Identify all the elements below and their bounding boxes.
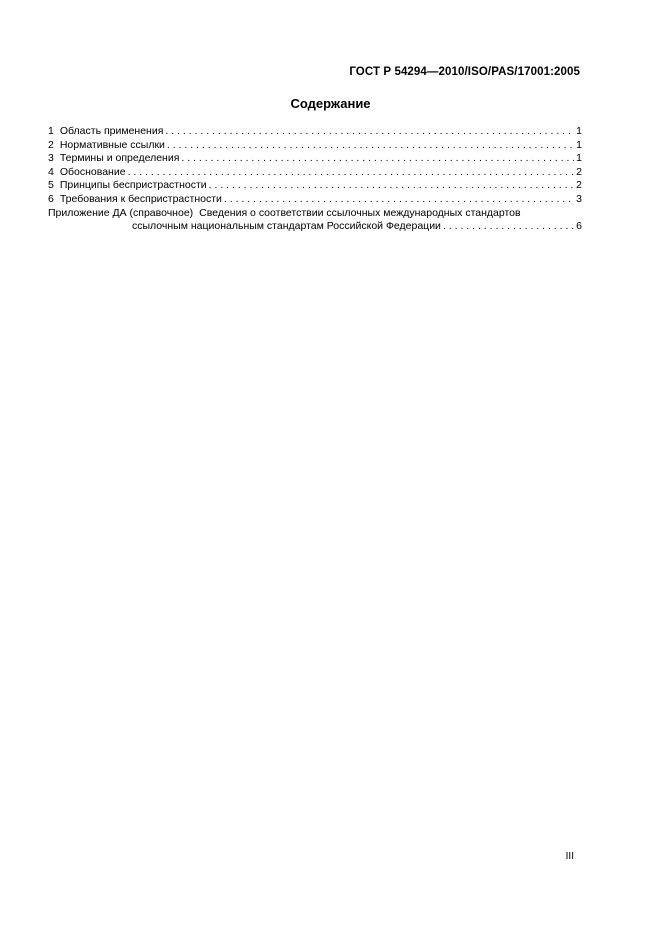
toc-leader — [443, 220, 574, 234]
toc-item-number: 5 — [48, 179, 54, 192]
appendix-line-1 — [48, 207, 582, 221]
toc-item-label: Обоснование — [59, 165, 126, 178]
toc-item-page: 6 — [576, 220, 582, 233]
toc-title: Содержание — [290, 96, 371, 111]
toc-item-label: Область применения — [59, 125, 164, 137]
toc-item[interactable] — [48, 152, 582, 166]
toc-item-label: Принципы беспристрастности — [59, 179, 207, 192]
toc-item-number: 3 — [48, 152, 54, 165]
toc-item-label: Требования к беспристрастности — [59, 192, 222, 205]
toc-item-page: 2 — [576, 179, 582, 192]
toc-item[interactable] — [48, 166, 582, 180]
appendix-title-line-2: ссылочным национальным стандартам Российской Федерации — [132, 220, 441, 233]
toc-item-page: 1 — [576, 152, 582, 165]
toc-leader — [167, 139, 574, 153]
toc-item-number: 2 — [48, 138, 54, 151]
appendix-line-2 — [48, 220, 582, 234]
toc-item-page: 3 — [576, 192, 582, 205]
toc-leader — [128, 166, 575, 180]
toc-item[interactable] — [48, 179, 582, 193]
toc-item-number: 1 — [48, 125, 54, 137]
toc-item[interactable] — [48, 139, 582, 153]
toc-item-number: 4 — [48, 165, 54, 178]
toc-item-page: 1 — [576, 138, 582, 151]
toc-leader — [165, 125, 574, 139]
toc-item[interactable] — [48, 125, 582, 139]
appendix-title-line-1: Сведения о соответствии ссылочных международных стандартов — [199, 206, 521, 219]
toc-item-page: 2 — [576, 165, 582, 178]
toc-item-label: Нормативные ссылки — [59, 138, 165, 151]
toc-item[interactable] — [48, 193, 582, 207]
toc-leader — [209, 179, 574, 193]
toc-item-number: 6 — [48, 192, 54, 205]
toc-leader — [181, 152, 574, 166]
document-code: ГОСТ Р 54294—2010/ISO/PAS/17001:2005 — [349, 66, 580, 78]
appendix-prefix: Приложение ДА (справочное) — [48, 206, 194, 219]
toc-item-page: 1 — [576, 125, 582, 137]
table-of-contents — [48, 125, 582, 234]
page-number: III — [565, 851, 574, 862]
toc-item-label: Термины и определения — [59, 152, 180, 165]
toc-appendix-item[interactable] — [48, 207, 582, 234]
toc-leader — [224, 193, 574, 207]
